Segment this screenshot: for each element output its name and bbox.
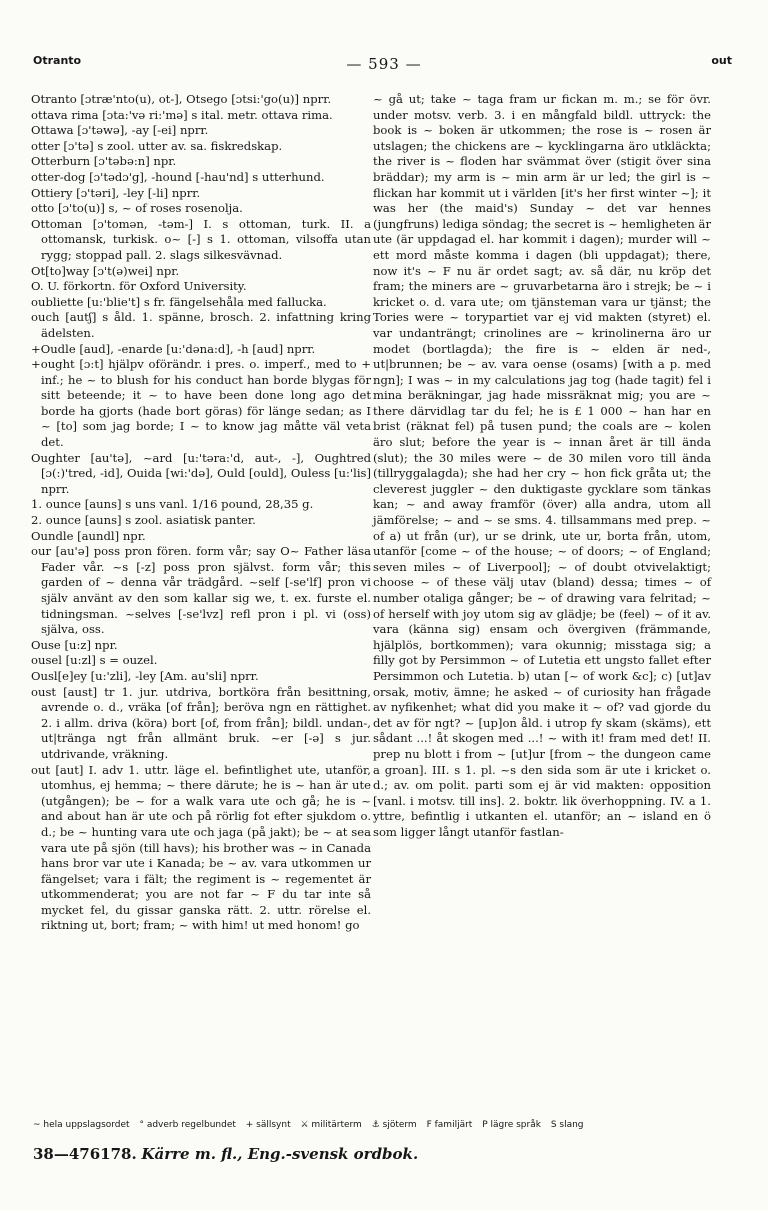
dictionary-entry: O. U. förkortn. för Oxford University. [31, 279, 247, 294]
dictionary-entry: Ottawa [ɔ'təwə], -ay [-ei] nprr. [31, 123, 209, 138]
signature-number: 38—476178. [33, 1145, 137, 1163]
page-number: — 593 — [346, 55, 422, 73]
book-title: Kärre m. fl., Eng.-svensk ordbok. [141, 1145, 419, 1163]
running-head-left: Otranto [33, 54, 82, 67]
dictionary-entry: +ought [ɔ:t] hjälpv oförändr. i pres. o. imperf., med to + inf.; he ~ to blush for his conduct han borde blygas för sitt beteende; it ~ to have been done long ago det borde ha gjorts (hade bort göras) för länge sedan; as I ~ [to] som jag borde; I ~ to know jag måtte väl veta det. [31, 357, 371, 450]
dictionary-entry: Ottoman [ɔ'tomən, -təm-] I. s ottoman, turk. II. a ottomansk, turkisk. o~ [-] s 1. ottoman, vilsoffa utan rygg; stoppad pall. 2. slags silkesvävnad. [31, 216, 371, 262]
legend-item: ⚔ militärterm [300, 1120, 362, 1130]
dictionary-entry: Ot[to]way [ɔ't(ə)wei] npr. [31, 263, 180, 278]
dictionary-entry: otto [ɔ'to(u)] s, ~ of roses rosenolja. [31, 201, 243, 216]
dictionary-entry: +Oudle [aud], -enarde [u:'dəna:d], -h [aud] nprr. [31, 341, 316, 356]
legend-item: S slang [550, 1120, 584, 1130]
footer-signature [33, 1145, 418, 1163]
legend-item: P lägre språk [482, 1120, 541, 1130]
dictionary-entry: ~ gå ut; take ~ taga fram ur fickan m. m.; se för övr. under motsv. verb. 3. i en mångfald bildl. uttryck: the book is ~ boken är utkommen; the rose is ~ rosen är utslagen; the chickens are ~ kycklingarna äro utkläckta; the river is ~ floden har svämmat över (stigit över sina bräddar); my arm is ~ min arm är ur led; the girl is ~ flickan har kommit ut i världen [it's her first winter ~]; it was her (the maid's) Sunday ~ det var hennes (jungfruns) lediga söndag; the secret is ~ hemligheten är ute (är uppdagad el. har kommit i dagen); murder will ~ ett mord måste komma i dagen (bli uppdagat); there, now it's ~ F nu är ordet sagt; av. så där, nu kröp det fram; the miners are ~ gruvarbetarna äro i strejk; be ~ i kricket o. d. vara ute; om tjänsteman vara ur tjänst; the Tories were ~ torypartiet var ej vid makten (styret) el. var undanträngt; crinolines are ~ krinolinerna äro ur modet (bortlagda); the fire is ~ elden är ned-, ut|brunnen; be ~ av. vara oense (osams) [with a p. med ngn]; I was ~ in my calculations jag tog (hade tagit) fel i mina beräkningar, jag hade missräknat mig; you are ~ there därvidlag tar du fel; he is £ 1 000 ~ han har en brist (räknat fel) på tusen pund; the coals are ~ kolen äro slut; before the year is ~ innan året är till ända (slut); the 30 miles were ~ de 30 milen voro till ända (tillryggalagda); she had her cry ~ hon fick gråta ut; the cleverest juggler ~ den duktigaste gycklare som tänkas kan; ~ and away framför (över) alla andra, utom all jämförelse; ~ and ~ se sms. 4. tillsammans med prep. ~ of a) ut från (ur), ur se drink, ute ur, borta från, utom, utanför [come ~ of the house; ~ of doors; ~ of England; seven miles ~ of Liverpool]; ~ of doubt otvivelaktigt; choose ~ of these välj utav (bland) dessa; times ~ of number otaliga gånger; be ~ of drawing vara felritad; ~ of herself with joy utom sig av glädje; be (feel) ~ of it av. vara (känna sig) ensam och övergiven (främmande, hjälplös, bortkommen); vara okunnig; misstaga sig; a filly got by Persimmon ~ of Lutetia ett ungsto fallet efter Persimmon och Lutetia. b) utan [~ of work &c]; c) [ut]av orsak, motiv, ämne; he asked ~ of curiosity han frågade av nyfikenhet; what did you make it ~ of? vad gjorde du det av för ngt? ~ [up]on åld. i utrop fy skam (skäms), ett sådant ...! åt skogen med ...! ~ with it! fram med det! II. prep nu blott i from ~ [ut]ur [from ~ the dungeon came a groan]. III. s 1. pl. ~s den sida som är ute i kricket o. d.; av. om polit. parti som ej är vid makten: opposition [vanl. i motsv. till ins]. 2. boktr. lik överhoppning. IV. a 1. yttre, befintlig i utkanten el. utanför; an ~ island en ö som ligger långt utanför fastlan- [373, 92, 711, 839]
dictionary-entry: oust [aust] tr 1. jur. utdriva, bortköra från besittning, avrende o. d., vräka [of från]; beröva ngn en rättighet. 2. i allm. driva (köra) bort [of, from från]; bildl. undan-, ut|tränga ngt från allmänt bruk. ~er [-ə] s jur. utdrivande, vräkning. [31, 684, 371, 761]
dictionary-entry: Otterburn [ɔ'təbə:n] npr. [31, 154, 177, 169]
legend-item: ° adverb regelbundet [139, 1120, 236, 1130]
dictionary-entry: ouch [autʃ] s åld. 1. spänne, brosch. 2. infattning kring ädelsten. [31, 310, 371, 340]
dictionary-entry: 2. ounce [auns] s zool. asiatisk panter. [31, 513, 256, 528]
dictionary-entry: 1. ounce [auns] s uns vanl. 1/16 pound, 28,35 g. [31, 497, 314, 512]
dictionary-entry: Otranto [ɔtræ'nto(u), ot-], Otsego [ɔtsi:'go(u)] nprr. [31, 92, 332, 106]
legend-item: + sällsynt [245, 1120, 291, 1130]
dictionary-entry: Oughter [au'tə], ~ard [u:'təra:'d, aut-, -], Oughtred [ɔ(:)'tred, -id], Ouida [wi:'də], Ould [ould], Ouless [u:'lis] nprr. [31, 450, 371, 496]
dictionary-entry: ousel [u:zl] s = ouzel. [31, 653, 158, 668]
dictionary-entry: Oundle [aundl] npr. [31, 528, 146, 543]
legend-item: ~ hela uppslagsordet [33, 1120, 130, 1130]
legend-item: F familjärt [426, 1120, 473, 1130]
dictionary-entry: otter [ɔ'tə] s zool. utter av. sa. fiskredskap. [31, 138, 283, 153]
dictionary-entry: Ouse [u:z] npr. [31, 637, 118, 652]
dictionary-entry: out [aut] I. adv 1. uttr. läge el. befintlighet ute, utanför, utomhus, ej hemma; ~ there därute; he is ~ han är ute (utgången); be ~ for a walk vara ute och gå; he is ~ and about han är ute och på rörlig fot efter sjukdom o. d.; be ~ hunting vara ute och jaga (på jakt); be ~ at sea vara ute på sjön (till havs); his brother was ~ in Canada hans bror var ute i Kanada; be ~ av. vara utkommen ur fängelset; vara i fält; the regiment is ~ regementet är utkommenderat; you are not far ~ F du tar inte så mycket fel, du gissar ganska rätt. 2. uttr. rörelse el. riktning ut, bort; fram; ~ with him! ut med honom! go [31, 762, 371, 933]
dictionary-entry: otter-dog [ɔ'tədɔ'g], -hound [-hau'nd] s utterhund. [31, 169, 325, 184]
abbreviation-legend [33, 1120, 733, 1130]
dictionary-entry: Ottiery [ɔ'təri], -ley [-li] nprr. [31, 185, 201, 200]
dictionary-entry: our [au'ə] poss pron fören. form vår; say O~ Father läsa Fader vår. ~s [-z] poss pron självst. form vår; this garden of ~ denna vår trädgård. ~self [-se'lf] pron vi själv använt av den som kallar sig we, t. ex. furste el. tidningsman. ~selves [-se'lvz] refl pron i pl. vi (oss) själva, oss. [31, 544, 371, 637]
legend-item: ⚓ sjöterm [371, 1120, 417, 1130]
dictionary-entry: oubliette [u:'blie't] s fr. fängelsehåla med fallucka. [31, 294, 327, 309]
right-column [373, 92, 711, 839]
left-column [31, 92, 371, 933]
running-head-right: out [711, 54, 732, 67]
dictionary-entry: Ousl[e]ey [u:'zli], -ley [Am. au'sli] nprr. [31, 668, 259, 683]
dictionary-entry: ottava rima [ɔta:'və ri:'mə] s ital. metr. ottava rima. [31, 107, 333, 122]
